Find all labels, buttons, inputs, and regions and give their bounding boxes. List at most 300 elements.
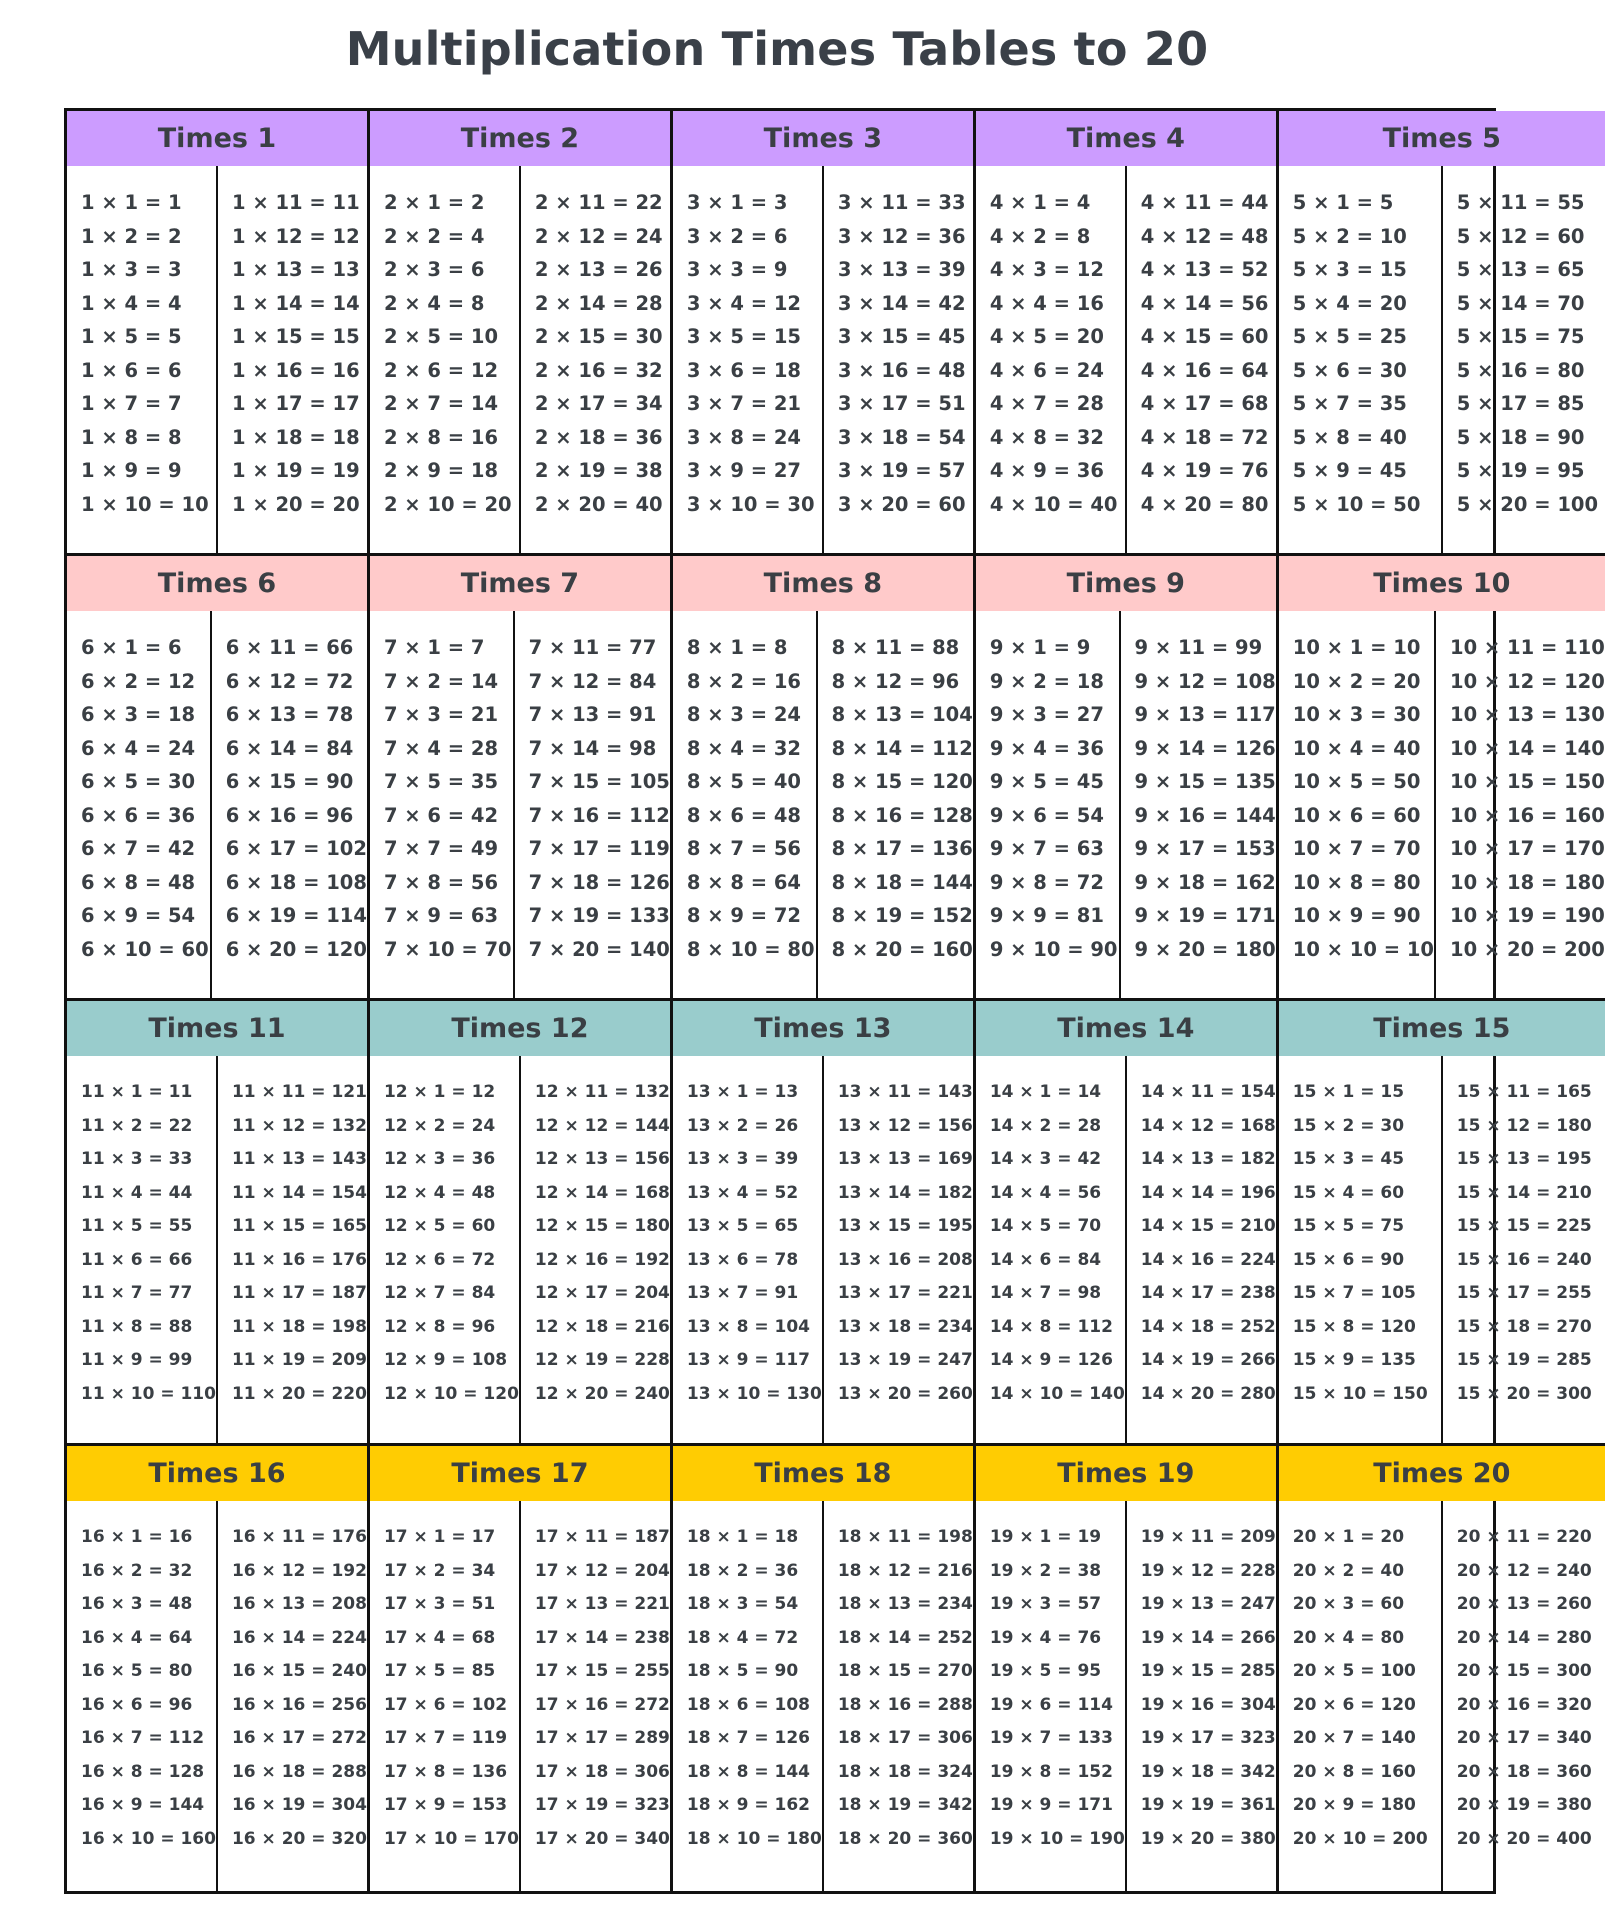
equation: 8 × 2 = 16 <box>686 669 801 693</box>
equation: 11 × 3 = 33 <box>81 1149 193 1169</box>
table-column-left <box>673 1501 822 1891</box>
table-body <box>1279 166 1605 553</box>
equation: 2 × 18 = 36 <box>534 425 663 449</box>
table-column-left <box>370 1056 519 1443</box>
equation: 2 × 13 = 26 <box>534 258 663 281</box>
equation: 9 × 7 = 63 <box>989 837 1104 860</box>
equation: 8 × 15 = 120 <box>831 770 973 793</box>
table-header: Times 13 <box>673 1001 973 1056</box>
equation: 3 × 18 = 54 <box>837 425 966 449</box>
equation: 2 × 12 = 24 <box>534 224 663 248</box>
table-column-left <box>67 166 216 553</box>
table-column-right <box>1119 611 1276 998</box>
equation: 19 × 2 = 38 <box>989 1560 1102 1581</box>
equation: 9 × 20 = 180 <box>1134 937 1276 961</box>
table-body <box>976 1056 1276 1443</box>
equation: 5 × 19 = 95 <box>1456 459 1585 482</box>
equation: 19 × 6 = 114 <box>989 1694 1113 1715</box>
equation: 3 × 19 = 57 <box>837 459 966 482</box>
equation: 12 × 9 = 108 <box>383 1350 508 1370</box>
equation: 17 × 19 = 323 <box>534 1795 670 1815</box>
equation: 15 × 12 = 180 <box>1456 1115 1592 1136</box>
equation: 20 × 17 = 340 <box>1456 1728 1592 1748</box>
equation: 7 × 15 = 105 <box>528 770 670 793</box>
equation: 17 × 20 = 340 <box>534 1828 670 1849</box>
equation: 15 × 20 = 300 <box>1456 1383 1592 1404</box>
equation: 10 × 15 = 150 <box>1450 770 1605 793</box>
times-tables-grid <box>64 108 1605 1894</box>
equation: 17 × 7 = 119 <box>383 1728 508 1748</box>
times-table-1 <box>67 111 370 556</box>
table-body <box>976 611 1276 998</box>
equation: 14 × 11 = 154 <box>1140 1082 1276 1102</box>
equation: 14 × 4 = 56 <box>989 1182 1102 1203</box>
times-table-9 <box>976 556 1279 1001</box>
equation: 5 × 17 = 85 <box>1456 392 1585 415</box>
equation: 19 × 14 = 266 <box>1140 1627 1276 1648</box>
equation: 1 × 16 = 16 <box>231 358 360 382</box>
equation: 17 × 2 = 34 <box>383 1560 496 1581</box>
equation: 3 × 15 = 45 <box>837 325 966 348</box>
table-column-right <box>1441 1056 1605 1443</box>
equation: 13 × 10 = 130 <box>686 1383 822 1404</box>
equation: 14 × 7 = 98 <box>989 1283 1102 1303</box>
equation: 20 × 19 = 380 <box>1456 1795 1592 1815</box>
equation: 10 × 9 = 90 <box>1292 904 1421 927</box>
table-column-left <box>976 1501 1125 1891</box>
equation: 2 × 1 = 2 <box>383 191 485 214</box>
equation: 4 × 3 = 12 <box>989 258 1104 281</box>
table-column-right <box>822 1501 973 1891</box>
equation: 19 × 7 = 133 <box>989 1728 1113 1748</box>
table-column-left <box>1279 611 1434 998</box>
equation: 8 × 20 = 160 <box>831 937 973 961</box>
equation: 12 × 3 = 36 <box>383 1149 496 1169</box>
equation: 8 × 9 = 72 <box>686 904 801 927</box>
equation: 7 × 5 = 35 <box>383 770 499 793</box>
equation: 10 × 11 = 110 <box>1450 636 1605 659</box>
times-table-13 <box>673 1001 976 1446</box>
equation: 10 × 1 = 10 <box>1292 636 1421 659</box>
equation: 18 × 16 = 288 <box>837 1694 973 1715</box>
equation: 19 × 3 = 57 <box>989 1594 1102 1614</box>
equation: 3 × 6 = 18 <box>686 358 801 382</box>
equation: 19 × 20 = 380 <box>1140 1828 1276 1849</box>
equation: 9 × 15 = 135 <box>1134 770 1276 793</box>
equation: 20 × 14 = 280 <box>1456 1627 1592 1648</box>
times-table-14 <box>976 1001 1279 1446</box>
equation: 3 × 7 = 21 <box>686 392 801 415</box>
equation: 8 × 14 = 112 <box>831 736 973 760</box>
equation: 17 × 9 = 153 <box>383 1795 508 1815</box>
table-header: Times 1 <box>67 111 367 166</box>
equation: 17 × 4 = 68 <box>383 1627 496 1648</box>
table-header: Times 10 <box>1279 556 1605 611</box>
equation: 13 × 4 = 52 <box>686 1182 799 1203</box>
table-column-right <box>822 1056 973 1443</box>
equation: 4 × 5 = 20 <box>989 325 1104 348</box>
equation: 13 × 16 = 208 <box>837 1249 973 1270</box>
equation: 5 × 12 = 60 <box>1456 224 1585 248</box>
equation: 6 × 11 = 66 <box>225 636 354 659</box>
equation: 7 × 10 = 70 <box>383 937 512 961</box>
equation: 8 × 12 = 96 <box>831 669 960 693</box>
equation: 17 × 14 = 238 <box>534 1627 670 1648</box>
equation: 5 × 16 = 80 <box>1456 358 1585 382</box>
page-title: Multiplication Times Tables to 20 <box>345 22 1209 76</box>
equation: 15 × 2 = 30 <box>1292 1115 1405 1136</box>
equation: 17 × 17 = 289 <box>534 1728 670 1748</box>
equation: 15 × 16 = 240 <box>1456 1249 1592 1270</box>
equation: 13 × 8 = 104 <box>686 1316 811 1337</box>
equation: 6 × 18 = 108 <box>225 870 367 894</box>
equation: 15 × 10 = 150 <box>1292 1383 1428 1404</box>
equation: 2 × 19 = 38 <box>534 459 663 482</box>
equation: 13 × 5 = 65 <box>686 1216 799 1236</box>
equation: 14 × 13 = 182 <box>1140 1149 1276 1169</box>
equation: 9 × 14 = 126 <box>1134 736 1276 760</box>
equation: 10 × 10 = 10 <box>1292 937 1434 961</box>
equation: 15 × 11 = 165 <box>1456 1082 1592 1102</box>
equation: 11 × 6 = 66 <box>81 1249 193 1270</box>
equation: 11 × 11 = 121 <box>231 1082 367 1102</box>
table-column-right <box>519 166 670 553</box>
equation: 16 × 11 = 176 <box>231 1527 367 1547</box>
equation: 17 × 13 = 221 <box>534 1594 670 1614</box>
equation: 14 × 1 = 14 <box>989 1082 1102 1102</box>
equation: 3 × 2 = 6 <box>686 224 788 248</box>
equation: 19 × 1 = 19 <box>989 1527 1102 1547</box>
equation: 13 × 18 = 234 <box>837 1316 973 1337</box>
equation: 18 × 1 = 18 <box>686 1527 799 1547</box>
table-column-right <box>816 611 973 998</box>
equation: 20 × 12 = 240 <box>1456 1560 1592 1581</box>
equation: 2 × 11 = 22 <box>534 191 663 214</box>
equation: 16 × 4 = 64 <box>81 1627 193 1648</box>
equation: 3 × 4 = 12 <box>686 291 801 315</box>
equation: 8 × 6 = 48 <box>686 803 801 827</box>
equation: 5 × 6 = 30 <box>1292 358 1407 382</box>
equation: 3 × 3 = 9 <box>686 258 788 281</box>
equation: 20 × 16 = 320 <box>1456 1694 1592 1715</box>
equation: 10 × 5 = 50 <box>1292 770 1421 793</box>
times-table-12 <box>370 1001 673 1446</box>
equation: 18 × 6 = 108 <box>686 1694 811 1715</box>
table-header: Times 18 <box>673 1446 973 1501</box>
equation: 6 × 7 = 42 <box>81 837 196 860</box>
times-table-17 <box>370 1446 673 1891</box>
equation: 1 × 3 = 3 <box>81 258 182 281</box>
equation: 13 × 12 = 156 <box>837 1115 973 1136</box>
table-column-right <box>513 611 670 998</box>
equation: 11 × 13 = 143 <box>231 1149 367 1169</box>
equation: 11 × 19 = 209 <box>231 1350 367 1370</box>
equation: 1 × 8 = 8 <box>81 425 182 449</box>
equation: 19 × 11 = 209 <box>1140 1527 1276 1547</box>
equation: 16 × 5 = 80 <box>81 1661 193 1681</box>
equation: 10 × 12 = 120 <box>1450 669 1605 693</box>
equation: 14 × 16 = 224 <box>1140 1249 1276 1270</box>
equation: 7 × 17 = 119 <box>528 837 670 860</box>
times-table-2 <box>370 111 673 556</box>
table-header: Times 20 <box>1279 1446 1605 1501</box>
equation: 13 × 19 = 247 <box>837 1350 973 1370</box>
equation: 12 × 1 = 12 <box>383 1082 496 1102</box>
table-header: Times 16 <box>67 1446 367 1501</box>
table-column-right <box>216 1056 367 1443</box>
equation: 16 × 13 = 208 <box>231 1594 367 1614</box>
equation: 6 × 4 = 24 <box>81 736 196 760</box>
equation: 20 × 5 = 100 <box>1292 1661 1416 1681</box>
equation: 17 × 15 = 255 <box>534 1661 670 1681</box>
equation: 6 × 14 = 84 <box>225 736 354 760</box>
equation: 7 × 13 = 91 <box>528 703 657 726</box>
equation: 13 × 11 = 143 <box>837 1082 973 1102</box>
equation: 13 × 20 = 260 <box>837 1383 973 1404</box>
equation: 12 × 18 = 216 <box>534 1316 670 1337</box>
equation: 11 × 18 = 198 <box>231 1316 367 1337</box>
equation: 12 × 8 = 96 <box>383 1316 496 1337</box>
equation: 12 × 14 = 168 <box>534 1182 670 1203</box>
equation: 5 × 20 = 100 <box>1456 492 1599 516</box>
table-body <box>976 166 1276 553</box>
equation: 18 × 20 = 360 <box>837 1828 973 1849</box>
table-column-left <box>976 1056 1125 1443</box>
equation: 12 × 12 = 144 <box>534 1115 670 1136</box>
table-column-right <box>1125 1056 1276 1443</box>
times-table-10 <box>1279 556 1605 1001</box>
times-table-15 <box>1279 1001 1605 1446</box>
equation: 16 × 2 = 32 <box>81 1560 193 1581</box>
equation: 15 × 1 = 15 <box>1292 1082 1405 1102</box>
equation: 9 × 1 = 9 <box>989 636 1091 659</box>
equation: 14 × 12 = 168 <box>1140 1115 1276 1136</box>
equation: 11 × 5 = 55 <box>81 1216 193 1236</box>
equation: 8 × 19 = 152 <box>831 904 973 927</box>
equation: 6 × 12 = 72 <box>225 669 354 693</box>
equation: 17 × 12 = 204 <box>534 1560 670 1581</box>
equation: 1 × 1 = 1 <box>81 191 182 214</box>
equation: 20 × 1 = 20 <box>1292 1527 1405 1547</box>
equation: 14 × 19 = 266 <box>1140 1350 1276 1370</box>
table-header: Times 17 <box>370 1446 670 1501</box>
equation: 4 × 14 = 56 <box>1140 291 1269 315</box>
equation: 3 × 5 = 15 <box>686 325 801 348</box>
equation: 7 × 20 = 140 <box>528 937 670 961</box>
table-body <box>673 611 973 998</box>
table-header: Times 6 <box>67 556 367 611</box>
equation: 11 × 16 = 176 <box>231 1249 367 1270</box>
equation: 4 × 16 = 64 <box>1140 358 1269 382</box>
equation: 15 × 6 = 90 <box>1292 1249 1405 1270</box>
equation: 10 × 2 = 20 <box>1292 669 1421 693</box>
equation: 3 × 13 = 39 <box>837 258 966 281</box>
equation: 17 × 8 = 136 <box>383 1761 508 1782</box>
table-header: Times 8 <box>673 556 973 611</box>
equation: 10 × 19 = 190 <box>1450 904 1605 927</box>
equation: 7 × 8 = 56 <box>383 870 499 894</box>
equation: 4 × 4 = 16 <box>989 291 1104 315</box>
table-column-left <box>370 166 519 553</box>
equation: 7 × 16 = 112 <box>528 803 670 827</box>
equation: 9 × 12 = 108 <box>1134 669 1276 693</box>
equation: 18 × 3 = 54 <box>686 1594 799 1614</box>
equation: 20 × 11 = 220 <box>1456 1527 1592 1547</box>
equation: 10 × 13 = 130 <box>1450 703 1605 726</box>
equation: 3 × 14 = 42 <box>837 291 966 315</box>
equation: 8 × 18 = 144 <box>831 870 973 894</box>
equation: 20 × 18 = 360 <box>1456 1761 1592 1782</box>
equation: 15 × 3 = 45 <box>1292 1149 1405 1169</box>
equation: 11 × 17 = 187 <box>231 1283 367 1303</box>
table-header: Times 12 <box>370 1001 670 1056</box>
equation: 1 × 2 = 2 <box>81 224 182 248</box>
table-column-left <box>1279 166 1441 553</box>
table-column-right <box>519 1501 670 1891</box>
equation: 12 × 16 = 192 <box>534 1249 670 1270</box>
table-header: Times 5 <box>1279 111 1605 166</box>
table-column-right <box>1434 611 1605 998</box>
table-column-left <box>673 1056 822 1443</box>
equation: 2 × 15 = 30 <box>534 325 663 348</box>
equation: 12 × 15 = 180 <box>534 1216 670 1236</box>
equation: 11 × 15 = 165 <box>231 1216 367 1236</box>
equation: 6 × 13 = 78 <box>225 703 354 726</box>
equation: 7 × 9 = 63 <box>383 904 499 927</box>
equation: 6 × 20 = 120 <box>225 937 367 961</box>
equation: 19 × 18 = 342 <box>1140 1761 1276 1782</box>
equation: 6 × 6 = 36 <box>81 803 196 827</box>
times-table-8 <box>673 556 976 1001</box>
equation: 9 × 9 = 81 <box>989 904 1104 927</box>
equation: 7 × 7 = 49 <box>383 837 499 860</box>
equation: 16 × 3 = 48 <box>81 1594 193 1614</box>
equation: 13 × 1 = 13 <box>686 1082 799 1102</box>
equation: 20 × 13 = 260 <box>1456 1594 1592 1614</box>
equation: 19 × 15 = 285 <box>1140 1661 1276 1681</box>
equation: 15 × 13 = 195 <box>1456 1149 1592 1169</box>
equation: 4 × 1 = 4 <box>989 191 1091 214</box>
table-column-right <box>1125 1501 1276 1891</box>
equation: 17 × 1 = 17 <box>383 1527 496 1547</box>
equation: 17 × 18 = 306 <box>534 1761 670 1782</box>
equation: 17 × 10 = 170 <box>383 1828 519 1849</box>
equation: 10 × 17 = 170 <box>1450 837 1605 860</box>
times-table-5 <box>1279 111 1605 556</box>
equation: 16 × 8 = 128 <box>81 1761 205 1782</box>
equation: 3 × 17 = 51 <box>837 392 966 415</box>
equation: 8 × 7 = 56 <box>686 837 801 860</box>
equation: 13 × 15 = 195 <box>837 1216 973 1236</box>
equation: 11 × 2 = 22 <box>81 1115 193 1136</box>
equation: 11 × 10 = 110 <box>81 1383 216 1404</box>
equation: 18 × 7 = 126 <box>686 1728 811 1748</box>
equation: 15 × 5 = 75 <box>1292 1216 1405 1236</box>
equation: 16 × 17 = 272 <box>231 1728 367 1748</box>
equation: 2 × 2 = 4 <box>383 224 485 248</box>
equation: 2 × 16 = 32 <box>534 358 663 382</box>
table-body <box>370 1501 670 1891</box>
equation: 1 × 11 = 11 <box>231 191 360 214</box>
equation: 3 × 10 = 30 <box>686 492 815 516</box>
equation: 5 × 4 = 20 <box>1292 291 1407 315</box>
equation: 20 × 2 = 40 <box>1292 1560 1405 1581</box>
table-body <box>673 166 973 553</box>
times-table-11 <box>67 1001 370 1446</box>
equation: 7 × 4 = 28 <box>383 736 499 760</box>
table-body <box>67 1056 367 1443</box>
times-table-16 <box>67 1446 370 1891</box>
equation: 11 × 12 = 132 <box>231 1115 367 1136</box>
equation: 1 × 19 = 19 <box>231 459 360 482</box>
equation: 16 × 6 = 96 <box>81 1694 193 1715</box>
table-header: Times 2 <box>370 111 670 166</box>
equation: 16 × 9 = 144 <box>81 1795 205 1815</box>
equation: 2 × 9 = 18 <box>383 459 499 482</box>
equation: 9 × 17 = 153 <box>1134 837 1276 860</box>
table-body <box>67 166 367 553</box>
equation: 11 × 4 = 44 <box>81 1182 193 1203</box>
equation: 9 × 6 = 54 <box>989 803 1104 827</box>
times-table-7 <box>370 556 673 1001</box>
equation: 5 × 1 = 5 <box>1292 191 1394 214</box>
equation: 18 × 18 = 324 <box>837 1761 973 1782</box>
equation: 8 × 11 = 88 <box>831 636 960 659</box>
times-table-18 <box>673 1446 976 1891</box>
equation: 2 × 5 = 10 <box>383 325 499 348</box>
equation: 7 × 19 = 133 <box>528 904 670 927</box>
equation: 13 × 3 = 39 <box>686 1149 799 1169</box>
equation: 5 × 3 = 15 <box>1292 258 1407 281</box>
equation: 14 × 18 = 252 <box>1140 1316 1276 1337</box>
equation: 3 × 9 = 27 <box>686 459 801 482</box>
equation: 13 × 7 = 91 <box>686 1283 799 1303</box>
equation: 2 × 10 = 20 <box>383 492 512 516</box>
equation: 5 × 9 = 45 <box>1292 459 1407 482</box>
equation: 11 × 8 = 88 <box>81 1316 193 1337</box>
table-body <box>1279 1501 1605 1891</box>
table-header: Times 4 <box>976 111 1276 166</box>
equation: 17 × 11 = 187 <box>534 1527 670 1547</box>
equation: 15 × 9 = 135 <box>1292 1350 1416 1370</box>
table-body <box>370 166 670 553</box>
equation: 6 × 5 = 30 <box>81 770 196 793</box>
equation: 10 × 20 = 200 <box>1450 937 1605 961</box>
times-table-3 <box>673 111 976 556</box>
table-body <box>67 611 367 998</box>
equation: 18 × 4 = 72 <box>686 1627 799 1648</box>
equation: 12 × 17 = 204 <box>534 1283 670 1303</box>
equation: 4 × 11 = 44 <box>1140 191 1269 214</box>
equation: 13 × 6 = 78 <box>686 1249 799 1270</box>
equation: 13 × 14 = 182 <box>837 1182 973 1203</box>
equation: 20 × 7 = 140 <box>1292 1728 1416 1748</box>
equation: 17 × 6 = 102 <box>383 1694 508 1715</box>
equation: 14 × 9 = 126 <box>989 1350 1113 1370</box>
equation: 11 × 9 = 99 <box>81 1350 193 1370</box>
equation: 8 × 1 = 8 <box>686 636 788 659</box>
equation: 11 × 7 = 77 <box>81 1283 193 1303</box>
equation: 6 × 3 = 18 <box>81 703 196 726</box>
equation: 6 × 9 = 54 <box>81 904 196 927</box>
table-column-right <box>1125 166 1276 553</box>
equation: 2 × 17 = 34 <box>534 392 663 415</box>
equation: 20 × 8 = 160 <box>1292 1761 1416 1782</box>
table-body <box>1279 611 1605 998</box>
table-body <box>370 1056 670 1443</box>
equation: 10 × 18 = 180 <box>1450 870 1605 894</box>
equation: 10 × 6 = 60 <box>1292 803 1421 827</box>
